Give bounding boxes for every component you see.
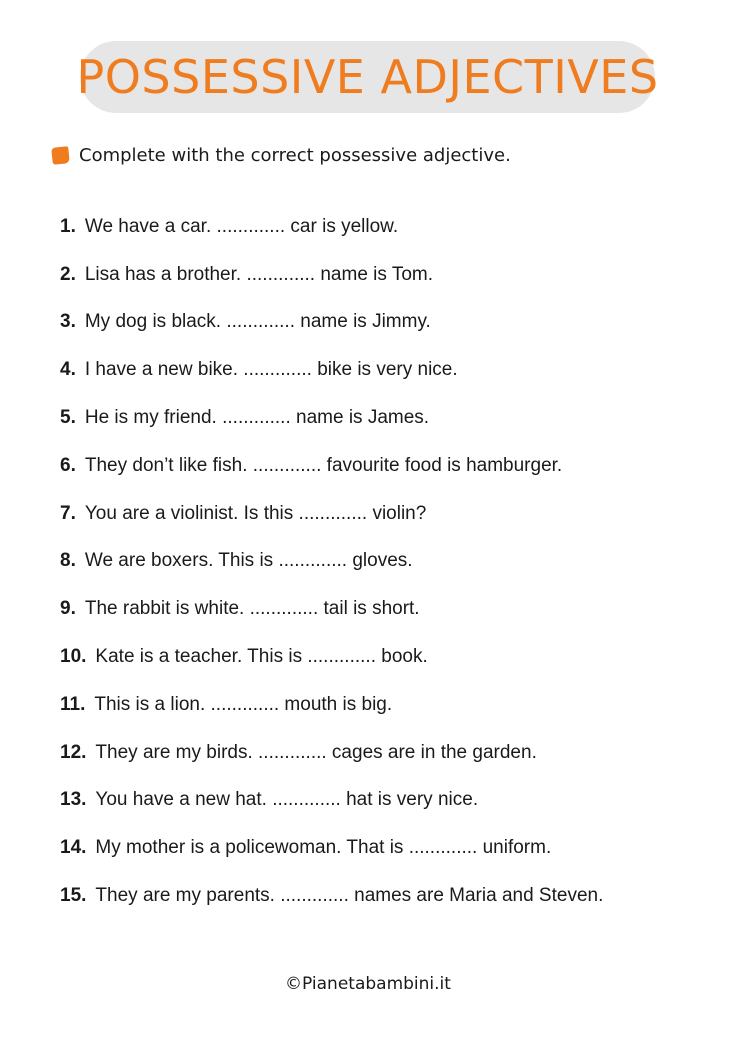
exercise-item	[60, 442, 603, 490]
exercise-sentence: He is my friend. ............. name is James.	[84, 407, 430, 429]
title-banner	[76, 41, 659, 113]
exercise-number: 3.	[60, 311, 76, 333]
exercise-item	[60, 585, 603, 633]
exercise-sentence: You are a violinist. Is this ............. violin?	[84, 502, 427, 524]
exercise-number: 14.	[60, 837, 87, 859]
exercise-item	[60, 203, 603, 251]
exercise-item	[60, 394, 603, 442]
exercise-item	[60, 872, 603, 920]
exercise-number: 9.	[60, 598, 76, 620]
exercise-number: 5.	[60, 407, 76, 429]
exercise-list	[60, 203, 603, 920]
exercise-item	[60, 251, 603, 299]
exercise-number: 12.	[60, 741, 87, 763]
exercise-sentence: They don’t like fish. ............. favourite food is hamburger.	[84, 454, 563, 476]
instruction-text: Complete with the correct possessive adjective.	[79, 144, 511, 166]
exercise-number: 15.	[60, 885, 87, 907]
exercise-item	[60, 538, 603, 586]
page-title: POSSESSIVE ADJECTIVES	[76, 50, 659, 104]
exercise-number: 4.	[60, 359, 76, 381]
exercise-sentence: My mother is a policewoman. That is ............. uniform.	[95, 837, 552, 859]
exercise-number: 7.	[60, 502, 76, 524]
exercise-number: 1.	[60, 215, 76, 237]
exercise-sentence: The rabbit is white. ............. tail is short.	[84, 598, 420, 620]
exercise-item	[60, 346, 603, 394]
exercise-item	[60, 824, 603, 872]
exercise-item	[60, 777, 603, 825]
exercise-item	[60, 633, 603, 681]
exercise-number: 2.	[60, 263, 76, 285]
exercise-item	[60, 299, 603, 347]
footer-copyright: ©Pianetabambini.it	[285, 974, 451, 994]
exercise-sentence: They are my parents. ............. names are Maria and Steven.	[95, 885, 604, 907]
exercise-sentence: They are my birds. ............. cages are in the garden.	[95, 741, 537, 763]
orange-square-bullet-icon	[51, 146, 70, 165]
exercise-item	[60, 490, 603, 538]
exercise-number: 8.	[60, 550, 76, 572]
exercise-sentence: My dog is black. ............. name is Jimmy.	[84, 311, 431, 333]
exercise-sentence: Kate is a teacher. This is ............. book.	[95, 646, 428, 668]
exercise-item	[60, 729, 603, 777]
exercise-sentence: This is a lion. ............. mouth is big.	[94, 693, 393, 715]
exercise-sentence: We have a car. ............. car is yellow.	[84, 215, 399, 237]
exercise-item	[60, 681, 603, 729]
exercise-number: 6.	[60, 454, 76, 476]
exercise-number: 11.	[60, 693, 86, 715]
exercise-sentence: Lisa has a brother. ............. name is Tom.	[84, 263, 434, 285]
exercise-sentence: I have a new bike. ............. bike is very nice.	[84, 359, 458, 381]
exercise-number: 10.	[60, 646, 87, 668]
exercise-sentence: You have a new hat. ............. hat is very nice.	[95, 789, 479, 811]
instruction-row	[52, 141, 511, 169]
exercise-sentence: We are boxers. This is ............. gloves.	[84, 550, 413, 572]
exercise-number: 13.	[60, 789, 87, 811]
